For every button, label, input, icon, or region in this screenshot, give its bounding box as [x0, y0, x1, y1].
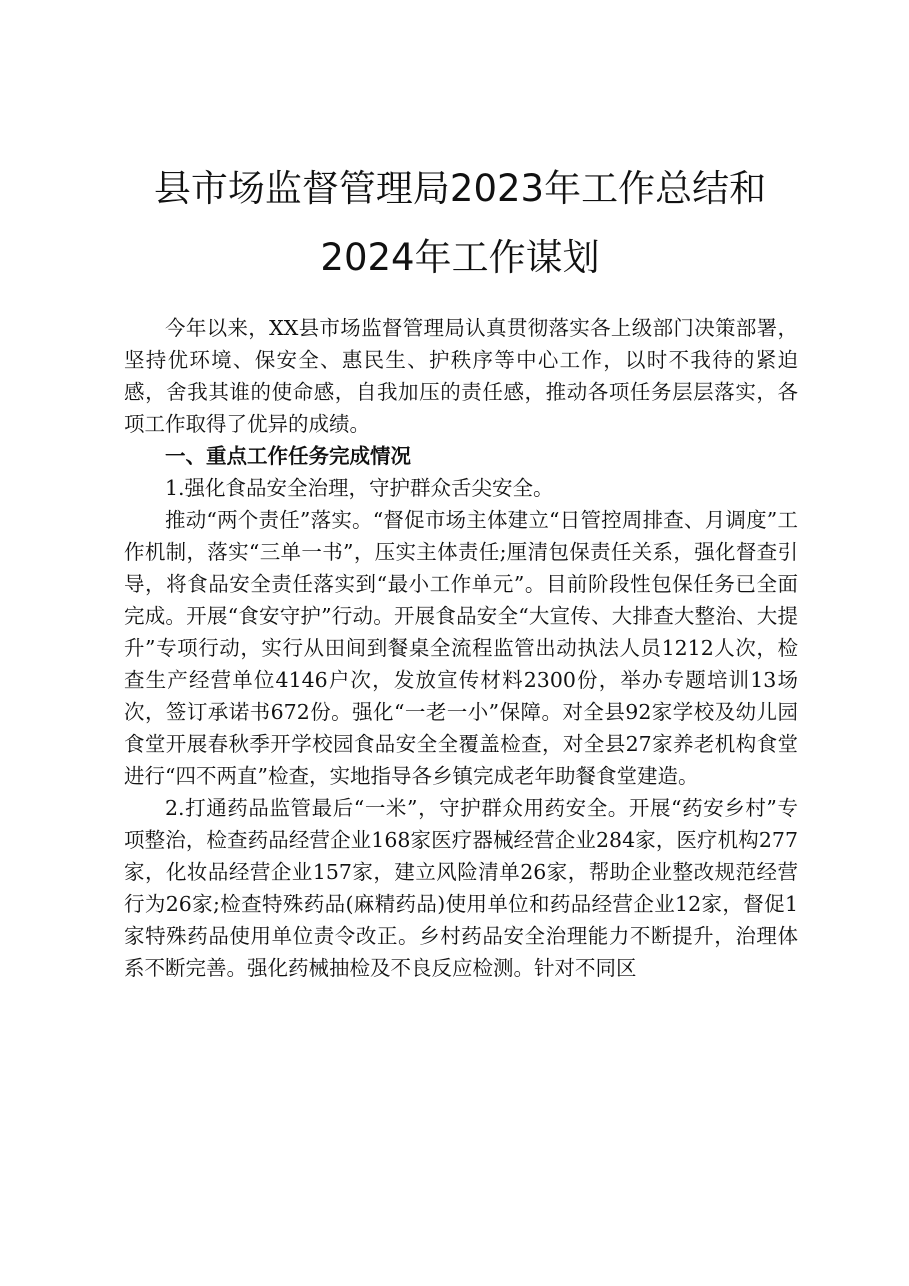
- document-title: 县市场监督管理局2023年工作总结和2024年工作谋划: [153, 167, 767, 279]
- intro-paragraph: 今年以来，XX县市场监督管理局认真贯彻落实各上级部门决策部署，坚持优环境、保安全、惠民生、护秩序等中心工作，以时不我待的紧迫感，舍我其谁的使命感，自我加压的责任感，推动各项任务层层落实，各项工作取得了优异的成绩。: [124, 316, 798, 436]
- section-heading-1: 一、重点工作任务完成情况: [165, 444, 411, 468]
- food-safety-paragraph: 推动“两个责任”落实。“督促市场主体建立“日管控周排查、月调度”工作机制，落实“三单一书”，压实主体责任;厘清包保责任关系，强化督查引导，将食品安全责任落实到“最小工作单元”。目前阶段性包保任务已全面完成。开展“食安守护”行动。开展食品安全“大宣传、大排查大整治、大提升”专项行动，实行从田间到餐桌全流程监管出动执法人员1212人次，检查生产经营单位4146户次，发放宣传材料2300份，举办专题培训13场次，签订承诺书672份。强化“一老一小”保障。对全县92家学校及幼儿园食堂开展春秋季开学校园食品安全全覆盖检查，对全县27家养老机构食堂进行“四不两直”检查，实地指导各乡镇完成老年助餐食堂建造。: [124, 508, 798, 788]
- drug-safety-paragraph: 2.打通药品监管最后“一米”，守护群众用药安全。开展“药安乡村”专项整治，检查药品经营企业168家医疗器械经营企业284家，医疗机构277家，化妆品经营企业157家，建立风险清单26家，帮助企业整改规范经营行为26家;检查特殊药品(麻精药品)使用单位和药品经营企业12家，督促1家特殊药品使用单位责令改正。乡村药品安全治理能力不断提升，治理体系不断完善。强化药械抽检及不良反应检测。针对不同区: [124, 796, 798, 980]
- subheading-food-safety: 1.强化食品安全治理，守护群众舌尖安全。: [165, 476, 554, 500]
- document-body: [124, 312, 798, 984]
